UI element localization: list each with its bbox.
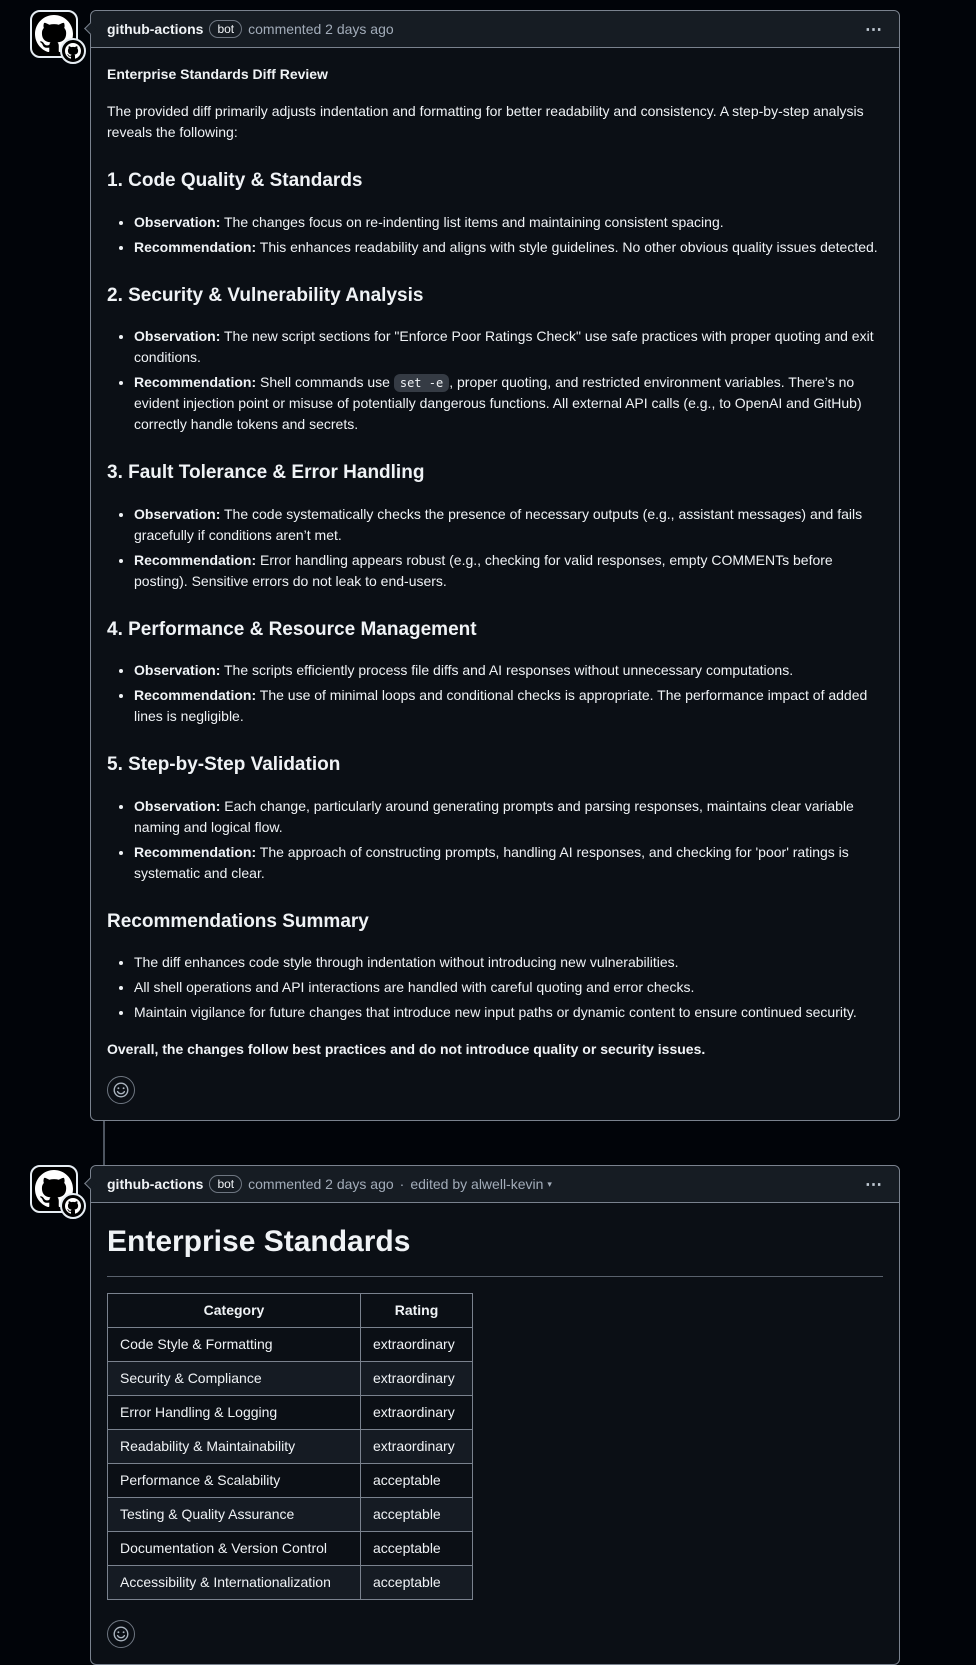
- observation-item: • Observation: The code systematically checks the presence of necessary outputs (e.g., assistant messages) and fails gracefully if conditions aren’t met.: [134, 504, 883, 546]
- smiley-icon: [113, 1626, 129, 1642]
- recommendation-item: • Recommendation: Error handling appears robust (e.g., checking for valid responses, empty COMMENTs before posting). Sensitive errors do not leak to end-users.: [134, 550, 883, 592]
- rating-cell: acceptable: [361, 1464, 473, 1498]
- bot-avatar-badge: [60, 1193, 86, 1219]
- comment-card: [90, 1165, 900, 1665]
- comment-2: [30, 1165, 900, 1665]
- table-row: [108, 1464, 473, 1498]
- add-reaction-button[interactable]: [107, 1620, 135, 1648]
- author-link[interactable]: github-actions: [107, 1176, 204, 1192]
- observation-item: • Observation: Each change, particularly around generating prompts and parsing responses, maintains clear variable naming and logical flow.: [134, 796, 883, 838]
- summary-list: [107, 952, 883, 1023]
- category-cell: Readability & Maintainability: [108, 1430, 361, 1464]
- author-link[interactable]: github-actions: [107, 21, 204, 37]
- observation-item: • Observation: The scripts efficiently process file diffs and AI responses without unnecessary computations.: [134, 660, 883, 681]
- section-heading-1: 1. Code Quality & Standards: [107, 170, 363, 191]
- rating-cell: acceptable: [361, 1498, 473, 1532]
- avatar-wrap: [30, 1165, 78, 1213]
- rating-cell: extraordinary: [361, 1396, 473, 1430]
- table-header-row: [108, 1294, 473, 1328]
- intro-paragraph: The provided diff primarily adjusts indentation and formatting for better readability and consistency. A step-by-step analysis reveals the following:: [107, 103, 864, 140]
- comment-options-button[interactable]: [865, 21, 883, 38]
- category-cell: Code Style & Formatting: [108, 1328, 361, 1362]
- section-list-1: [107, 212, 883, 258]
- comment-timestamp[interactable]: commented 2 days ago: [248, 1176, 394, 1192]
- category-cell: Error Handling & Logging: [108, 1396, 361, 1430]
- inline-code: set -e: [394, 374, 449, 392]
- smiley-icon: [113, 1082, 129, 1098]
- category-cell: Security & Compliance: [108, 1362, 361, 1396]
- octocat-badge-icon: [65, 1198, 81, 1214]
- closing-bold-paragraph: Overall, the changes follow best practices and do not introduce quality or security issues.: [107, 1041, 706, 1057]
- section-heading-2: 2. Security & Vulnerability Analysis: [107, 284, 424, 306]
- recommendation-item: • Recommendation: The approach of constructing prompts, handling AI responses, and checking for 'poor' ratings is systematic and clear.: [134, 842, 883, 884]
- bot-avatar-badge: [60, 38, 86, 64]
- category-cell: Testing & Quality Assurance: [108, 1498, 361, 1532]
- summary-item: • Maintain vigilance for future changes that introduce new input paths or dynamic content to ensure continued security.: [134, 1002, 883, 1023]
- bot-badge: bot: [209, 1175, 242, 1193]
- rating-cell: acceptable: [361, 1532, 473, 1566]
- rating-cell: extraordinary: [361, 1430, 473, 1464]
- rating-cell: extraordinary: [361, 1328, 473, 1362]
- section-heading-4: 4. Performance & Resource Management: [107, 618, 477, 640]
- comment-card: [90, 10, 900, 1121]
- category-cell: Documentation & Version Control: [108, 1532, 361, 1566]
- section-list-4: [107, 660, 883, 727]
- column-header-category: Category: [108, 1294, 361, 1328]
- recommendation-item: • Recommendation: Shell commands use set -e , proper quoting, and restricted environment variables. There’s no evident injection point or misuse of potentially dangerous functions. All external API calls (e.g., to OpenAI and GitHub) correctly handle tokens and secrets.: [134, 372, 883, 435]
- intro-bold-paragraph: Enterprise Standards Diff Review: [107, 66, 328, 82]
- ratings-table: [107, 1293, 473, 1600]
- comment-1: [30, 10, 900, 1121]
- comment-body: [91, 48, 899, 1120]
- speech-caret: [84, 22, 97, 35]
- comment-body: [91, 1203, 899, 1664]
- table-row: [108, 1396, 473, 1430]
- observation-item: • Observation: The new script sections for "Enforce Poor Ratings Check" use safe practices with proper quoting and exit conditions.: [134, 326, 883, 368]
- page-title: Enterprise Standards: [107, 1219, 883, 1277]
- section-list-5: [107, 796, 883, 884]
- category-cell: Performance & Scalability: [108, 1464, 361, 1498]
- speech-caret: [84, 1177, 97, 1190]
- comment-timestamp[interactable]: commented 2 days ago: [248, 21, 394, 37]
- summary-item: • All shell operations and API interactions are handled with careful quoting and error checks.: [134, 977, 883, 998]
- section-list-3: [107, 504, 883, 592]
- section-heading-5: 5. Step-by-Step Validation: [107, 754, 341, 775]
- section-list-2: [107, 326, 883, 435]
- observation-item: • Observation: The changes focus on re-indenting list items and maintaining consistent spacing.: [134, 212, 883, 233]
- avatar-wrap: [30, 10, 78, 58]
- rating-cell: extraordinary: [361, 1362, 473, 1396]
- table-row: [108, 1532, 473, 1566]
- section-heading-3: 3. Fault Tolerance & Error Handling: [107, 462, 425, 483]
- add-reaction-button[interactable]: [107, 1076, 135, 1104]
- recommendation-item: • Recommendation: This enhances readability and aligns with style guidelines. No other obvious quality issues detected.: [134, 237, 883, 258]
- table-row: [108, 1566, 473, 1600]
- table-row: [108, 1328, 473, 1362]
- kebab-icon: ⋯: [865, 1174, 883, 1194]
- summary-heading: Recommendations Summary: [107, 910, 369, 932]
- column-header-rating: Rating: [361, 1294, 473, 1328]
- bot-badge: bot: [209, 20, 242, 38]
- table-row: [108, 1498, 473, 1532]
- rating-cell: acceptable: [361, 1566, 473, 1600]
- kebab-icon: ⋯: [865, 19, 883, 39]
- chevron-down-icon: ▾: [547, 1178, 552, 1189]
- recommendation-item: • Recommendation: The use of minimal loops and conditional checks is appropriate. The performance impact of added lines is negligible.: [134, 685, 883, 727]
- comment-header: [91, 11, 899, 48]
- meta-separator: ·: [399, 1176, 405, 1192]
- category-cell: Accessibility & Internationalization: [108, 1566, 361, 1600]
- comment-header: [91, 1166, 899, 1203]
- github-actions-avatar[interactable]: [30, 1165, 78, 1213]
- comment-options-button[interactable]: [865, 1176, 883, 1193]
- summary-item: • The diff enhances code style through indentation without introducing new vulnerabilities.: [134, 952, 883, 973]
- octocat-badge-icon: [65, 43, 81, 59]
- table-row: [108, 1362, 473, 1396]
- table-row: [108, 1430, 473, 1464]
- github-actions-avatar[interactable]: [30, 10, 78, 58]
- edited-by-dropdown[interactable]: edited by alwell-kevin ▾: [410, 1176, 552, 1192]
